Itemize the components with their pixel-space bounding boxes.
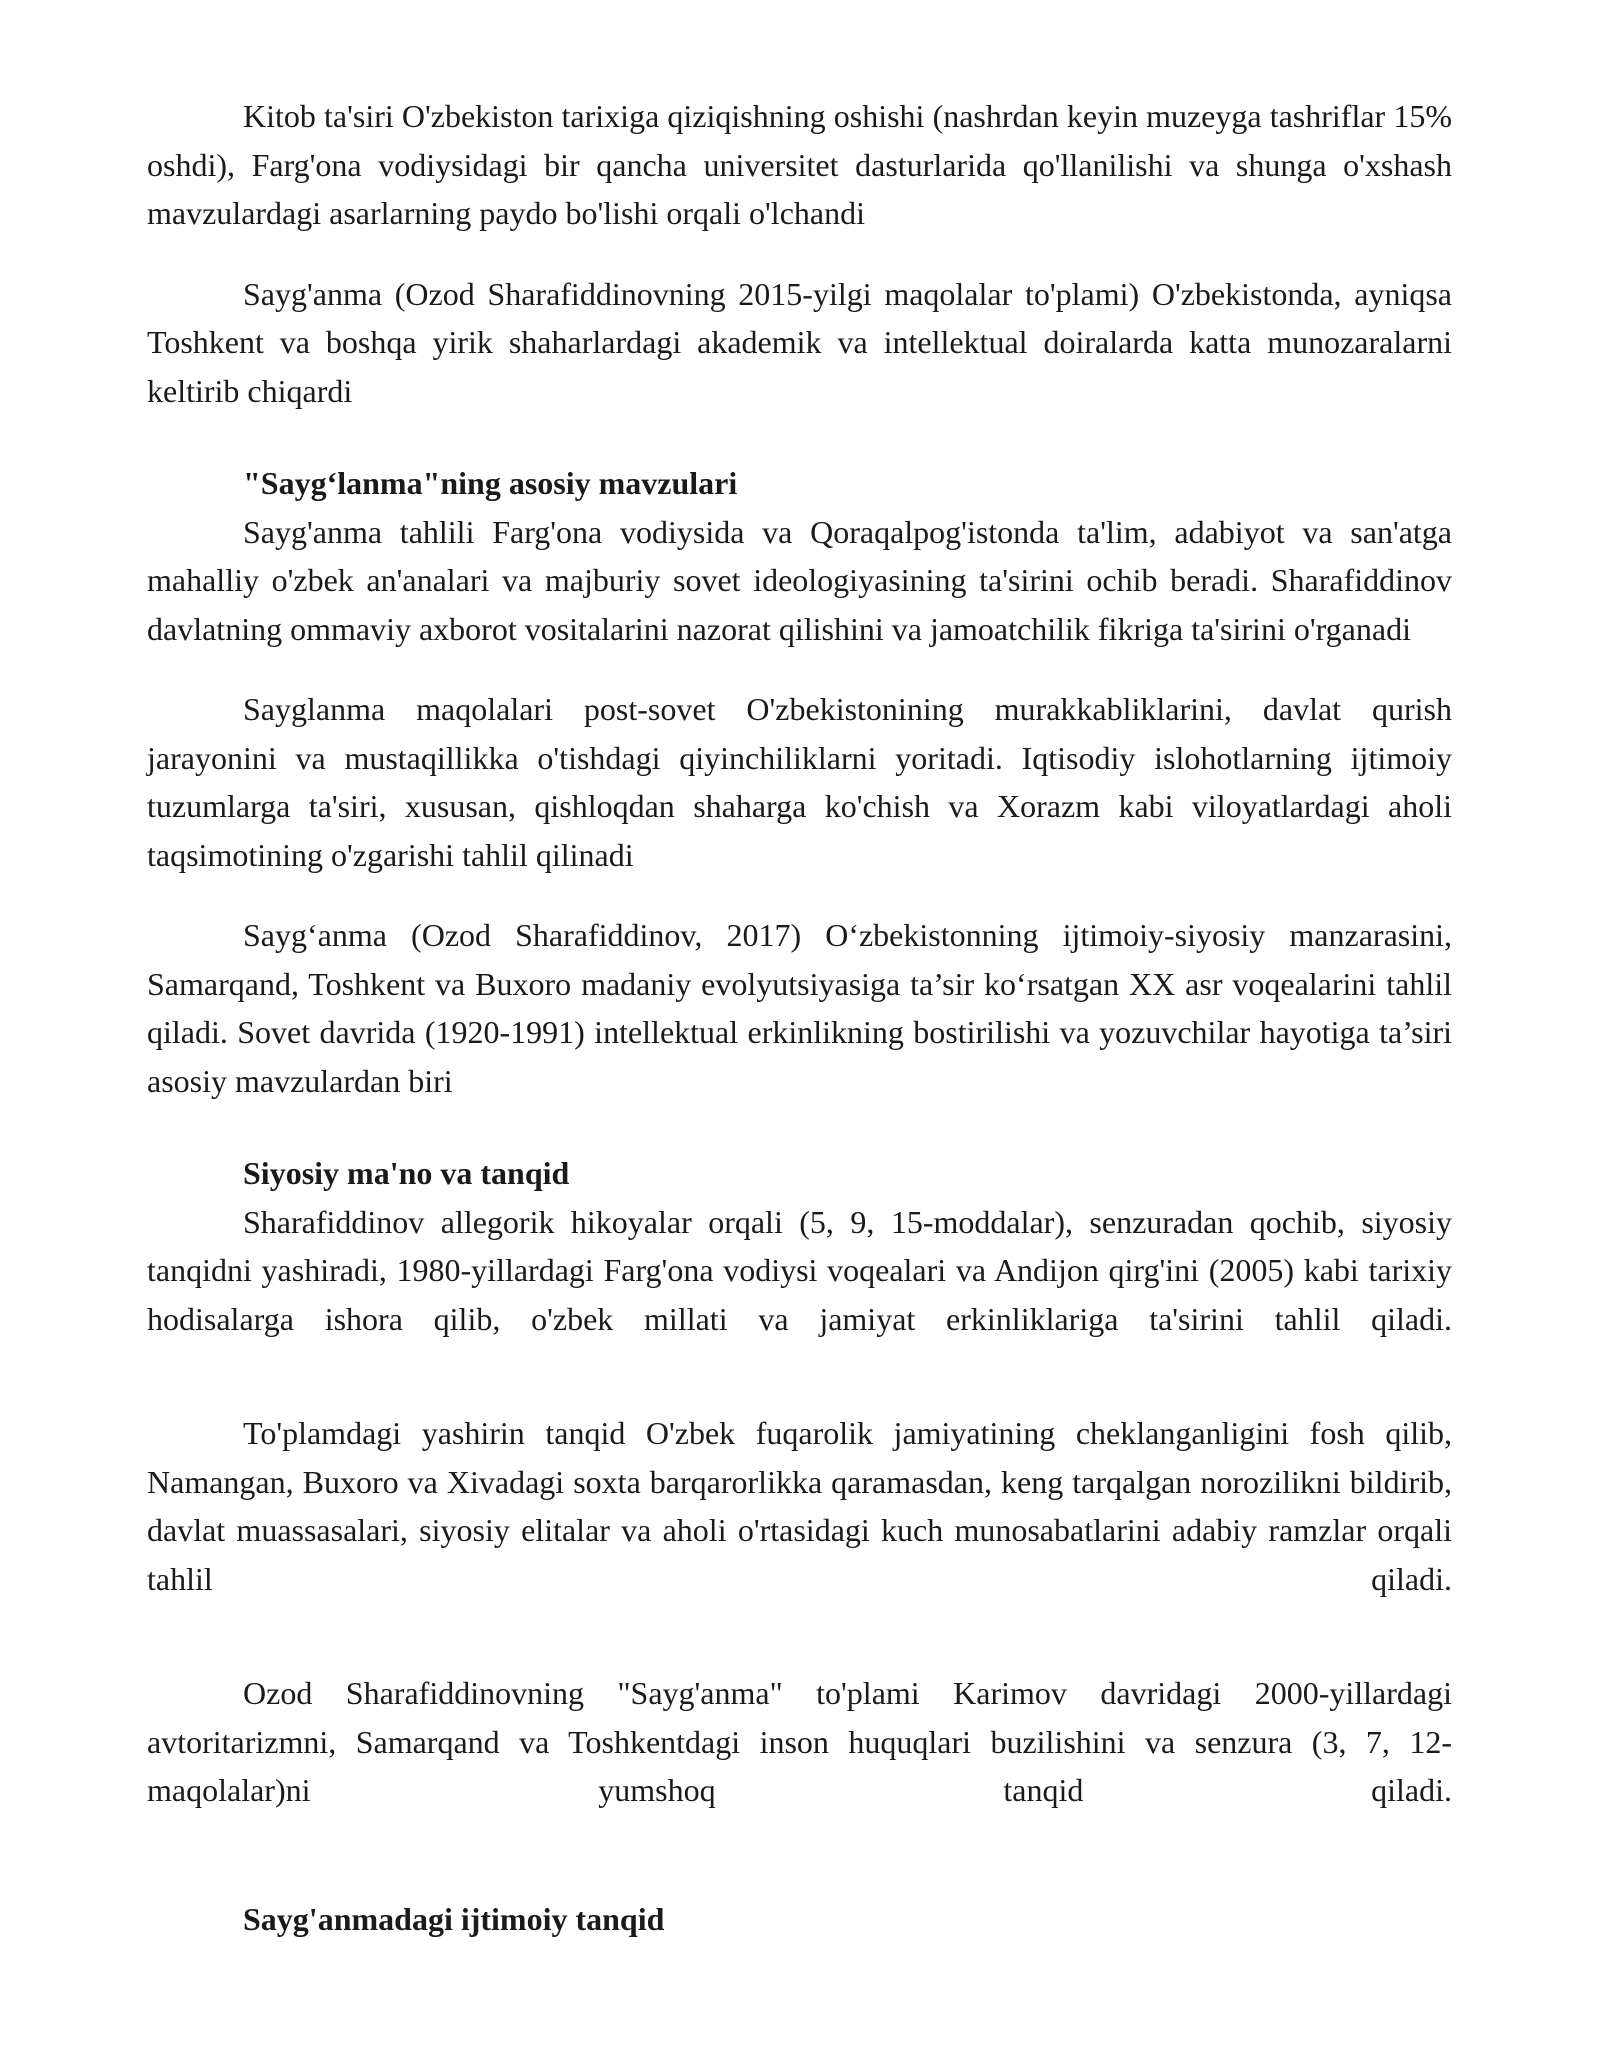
paragraph-book-impact: Kitob ta'siri O'zbekiston tarixiga qiziqishning oshishi (nashrdan keyin muzeyga tashriflar 15% oshdi), Farg'ona vodiysidagi bir qancha universitet dasturlarida qo'llanilishi va shunga o'xshash mavzulardagi asarlarning paydo bo'lishi orqali o'lchandi bbox=[147, 98, 1452, 231]
paragraph-allegorical: Sharafiddinov allegorik hikoyalar orqali (5, 9, 15-moddalar), senzuradan qochib, siyosiy tanqidni yashiradi, 1980-yillardagi Farg'ona vodiysi voqealari va Andijon qirg'ini (2005) kabi tarixiy hodisalarga ishora qilib, o'zbek millati va jamiyat erkinliklariga ta'sirini tahlil qiladi. bbox=[147, 1203, 1452, 1337]
paragraph-post-soviet: Sayglanma maqolalari post-sovet O'zbekistonining murakkabliklarini, davlat qurish jarayonini va mustaqillikka o'tishdagi qiyinchiliklarni yoritadi. Iqtisodiy islohotlarning ijtimoiy tuzumlarga ta'siri, xususan, qishloqdan shaharga ko'chish va Xorazm kabi viloyatlardagi aholi taqsimotining o'zgarishi tahlil qilinadi bbox=[147, 691, 1452, 873]
paragraph-karimov-era: Ozod Sharafiddinovning "Sayg'anma" to'plami Karimov davridagi 2000-yillardagi avtoritarizmni, Samarqand va Toshkentdagi inson huquqlari buzilishini va senzura (3, 7, 12-maqolalar)ni yumshoq tanqid qiladi. bbox=[147, 1675, 1452, 1808]
paragraph-sociopolitical: Sayg‘anma (Ozod Sharafiddinov, 2017) O‘zbekistonning ijtimoiy-siyosiy manzarasini, Samarqand, Toshkent va Buxoro madaniy evolyutsiyasiga ta’sir ko‘rsatgan XX asr voqealarini tahlil qiladi. Sovet davrida (1920-1991) intellektual erkinlikning bostirilishi va yozuvchilar hayotiga ta’siri asosiy mavzulardan biri bbox=[147, 917, 1452, 1099]
heading-social-critique: Sayg'anmadagi ijtimoiy tanqid bbox=[243, 1900, 665, 1937]
paragraph-saganma-debate: Sayg'anma (Ozod Sharafiddinovning 2015-yilgi maqolalar to'plami) O'zbekistonda, ayniqsa Toshkent va boshqa yirik shaharlardagi akademik va intellektual doiralarda katta munozaralarni keltirib chiqardi bbox=[147, 275, 1452, 409]
paragraph-hidden-critique: To'plamdagi yashirin tanqid O'zbek fuqarolik jamiyatining cheklanganligini fosh qilib, Namangan, Buxoro va Xivadagi soxta barqarorlikka qaramasdan, keng tarqalgan norozilikni bildirib, davlat muassasalari, siyosiy elitalar va aholi o'rtasidagi kuch munosabatlarini adabiy ramzlar orqali tahlil qiladi. bbox=[147, 1415, 1452, 1597]
heading-political-meaning: Siyosiy ma'no va tanqid bbox=[243, 1155, 570, 1191]
heading-main-themes: "Sayg‘lanma"ning asosiy mavzulari bbox=[243, 465, 738, 501]
paragraph-analysis-fergana: Sayg'anma tahlili Farg'ona vodiysida va Qoraqalpog'istonda ta'lim, adabiyot va san'atga mahalliy o'zbek an'analari va majburiy sovet ideologiyasining ta'sirini ochib beradi. Sharafiddinov davlatning ommaviy axborot vositalarini nazorat qilishini va jamoatchilik fikriga ta'sirini o'rganadi bbox=[147, 513, 1452, 647]
document-page bbox=[147, 92, 1452, 1943]
